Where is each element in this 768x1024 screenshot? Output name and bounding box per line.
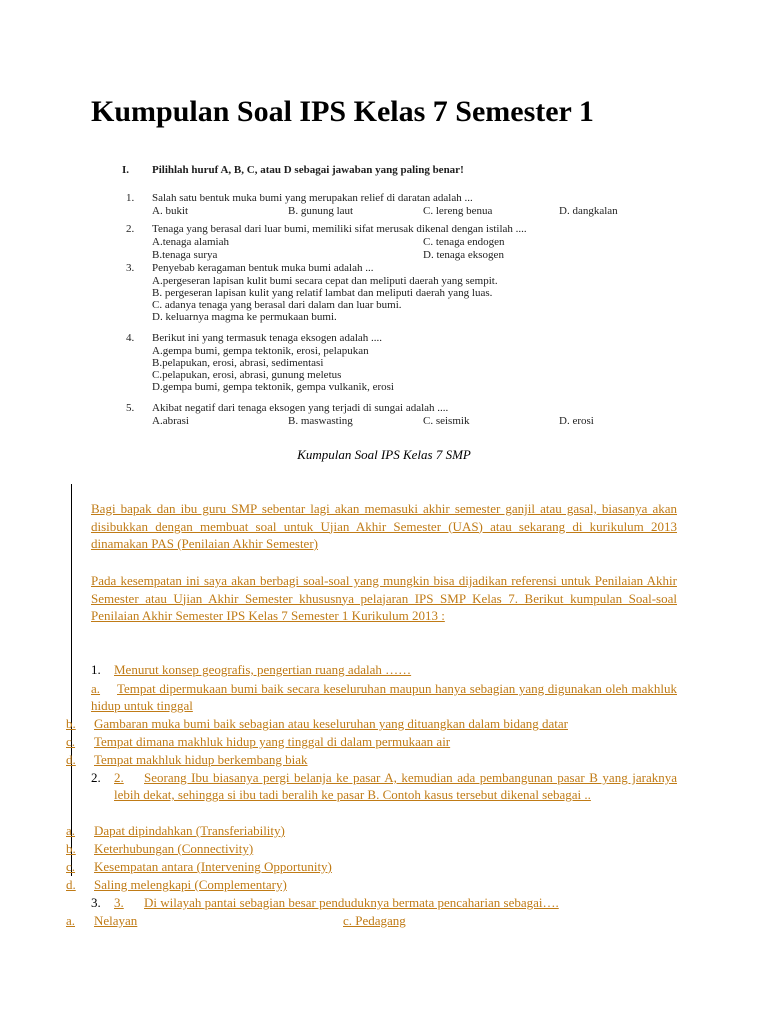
q1-option-b-mark[interactable]: b. (66, 716, 76, 731)
q1-number: 1. (91, 662, 101, 677)
scan-q1-text: Salah satu bentuk muka bumi yang merupakan relief di daratan adalah ... (152, 192, 473, 204)
q3-number: 3. (91, 895, 101, 910)
q2-option-d-text[interactable]: Saling melengkapi (Complementary) (94, 877, 287, 892)
image-caption: Kumpulan Soal IPS Kelas 7 SMP (297, 447, 471, 462)
scan-q5-number: 5. (126, 402, 135, 414)
intro-paragraph-1[interactable]: Bagi bapak dan ibu guru SMP sebentar lagi akan memasuki akhir semester ganjil atau gasal, biasanya akan disibukkan dengan membuat soal untuk Ujian Akhir Semester (UAS) atau sekarang di kurikulum 2013 dinamakan PAS (Penilaian Akhir Semester) (91, 501, 677, 551)
q3-inner-number[interactable]: 3. (114, 895, 124, 910)
question-sheet-image (118, 152, 646, 434)
section-number: I. (122, 164, 130, 176)
instruction-text: Pilihlah huruf A, B, C, atau D sebagai jawaban yang paling benar! (152, 164, 464, 176)
scan-q3-text: Penyebab keragaman bentuk muka bumi adalah ... (152, 262, 374, 274)
q2-text[interactable]: Seorang Ibu biasanya pergi belanja ke pasar A, kemudian ada pembangunan pasar B yang jaraknya lebih dekat, sehingga si ibu tadi beralih ke pasar B. Contoh kasus tersebut dikenal sebagai .. (114, 770, 677, 802)
scan-q4-number: 4. (126, 332, 135, 344)
q1-option-d-mark[interactable]: d. (66, 752, 76, 767)
scan-q2-option-a: A.tenaga alamiah (152, 236, 229, 248)
scan-q2-option-c: C. tenaga endogen (423, 236, 505, 248)
scan-q3-option-b: B. pergeseran lapisan kulit yang relatif lambat dan meliputi daerah yang luas. (152, 287, 493, 299)
scan-q4-option-c: C.pelapukan, erosi, abrasi, gunung meletus (152, 369, 342, 381)
scan-q5-option-c: C. seismik (423, 415, 470, 427)
scan-q3-option-c: C. adanya tenaga yang berasal dari dalam dan luar bumi. (152, 299, 402, 311)
q3-option-c-text[interactable]: c. Pedagang (343, 913, 406, 928)
q1-option-a-mark[interactable]: a. (91, 681, 101, 696)
q3-option-a-text[interactable]: Nelayan (94, 913, 138, 928)
q2-option-b-text[interactable]: Keterhubungan (Connectivity) (94, 841, 254, 856)
q1-option-b-text[interactable]: Gambaran muka bumi baik sebagian atau keseluruhan yang dituangkan dalam bidang datar (94, 716, 568, 731)
scan-q5-option-b: B. maswasting (288, 415, 353, 427)
q1-option-c-text[interactable]: Tempat dimana makhluk hidup yang tinggal di dalam permukaan air (94, 734, 451, 749)
scan-q5-option-d: D. erosi (559, 415, 594, 427)
page-title: Kumpulan Soal IPS Kelas 7 Semester 1 (91, 95, 594, 128)
scan-q4-option-a: A.gempa bumi, gempa tektonik, erosi, pelapukan (152, 345, 369, 357)
scan-q1-option-a: A. bukit (152, 205, 189, 217)
q2-option-d-mark[interactable]: d. (66, 877, 76, 892)
intro-paragraph-2[interactable]: Pada kesempatan ini saya akan berbagi soal-soal yang mungkin bisa dijadikan referensi untuk Penilaian Akhir Semester atau Ujian Akhir Semester khususnya pelajaran IPS SMP Kelas 7. Berikut kumpulan Soal-soal Penilaian Akhir Semester IPS Kelas 7 Semester 1 Kurikulum 2013 : (91, 573, 677, 623)
q1-option-a-text[interactable]: Tempat dipermukaan bumi baik secara keseluruhan maupun hanya sebagian yang digunakan oleh makhluk hidup untuk tinggal (91, 681, 677, 713)
q2-option-b-mark[interactable]: b. (66, 841, 76, 856)
scan-q4-text: Berikut ini yang termasuk tenaga eksogen adalah .... (152, 332, 383, 344)
q2-option-a-text[interactable]: Dapat dipindahkan (Transferiability) (94, 823, 285, 838)
scan-q3-number: 3. (126, 262, 135, 274)
scan-q5-option-a: A.abrasi (152, 415, 189, 427)
q2-number: 2. (91, 770, 101, 785)
q2-option-c-mark[interactable]: c. (66, 859, 76, 874)
scan-q5-text: Akibat negatif dari tenaga eksogen yang terjadi di sungai adalah .... (152, 402, 449, 414)
scan-q1-option-b: B. gunung laut (288, 205, 354, 217)
q1-option-c-mark[interactable]: c. (66, 734, 76, 749)
q3-option-a-mark[interactable]: a. (66, 913, 76, 928)
scan-q2-number: 2. (126, 223, 135, 235)
scan-q3-option-d: D. keluarnya magma ke permukaan bumi. (152, 311, 337, 323)
q1-option-d-text[interactable]: Tempat makhluk hidup berkembang biak (94, 752, 308, 767)
scan-q1-option-d: D. dangkalan (559, 205, 618, 217)
vertical-rule (71, 484, 72, 876)
q3-text[interactable]: Di wilayah pantai sebagian besar penduduknya bermata pencaharian sebagai…. (144, 895, 559, 910)
q2-option-c-text[interactable]: Kesempatan antara (Intervening Opportunity) (94, 859, 332, 874)
q2-option-a-mark[interactable]: a. (66, 823, 76, 838)
q2-inner-number[interactable]: 2. (114, 770, 124, 785)
scan-q4-option-b: B.pelapukan, erosi, abrasi, sedimentasi (152, 357, 324, 369)
scan-q2-option-d: D. tenaga eksogen (423, 249, 504, 261)
scan-q2-option-b: B.tenaga surya (152, 249, 218, 261)
scan-q4-option-d: D.gempa bumi, gempa tektonik, gempa vulkanik, erosi (152, 381, 394, 393)
scan-q1-number: 1. (126, 192, 135, 204)
scan-q3-option-a: A.pergeseran lapisan kulit bumi secara cepat dan meliputi daerah yang sempit. (152, 275, 498, 287)
q1-text[interactable]: Menurut konsep geografis, pengertian ruang adalah …… (114, 662, 412, 677)
scan-q2-text: Tenaga yang berasal dari luar bumi, memiliki sifat merusak dikenal dengan istilah .... (152, 223, 527, 235)
scan-q1-option-c: C. lereng benua (423, 205, 493, 217)
